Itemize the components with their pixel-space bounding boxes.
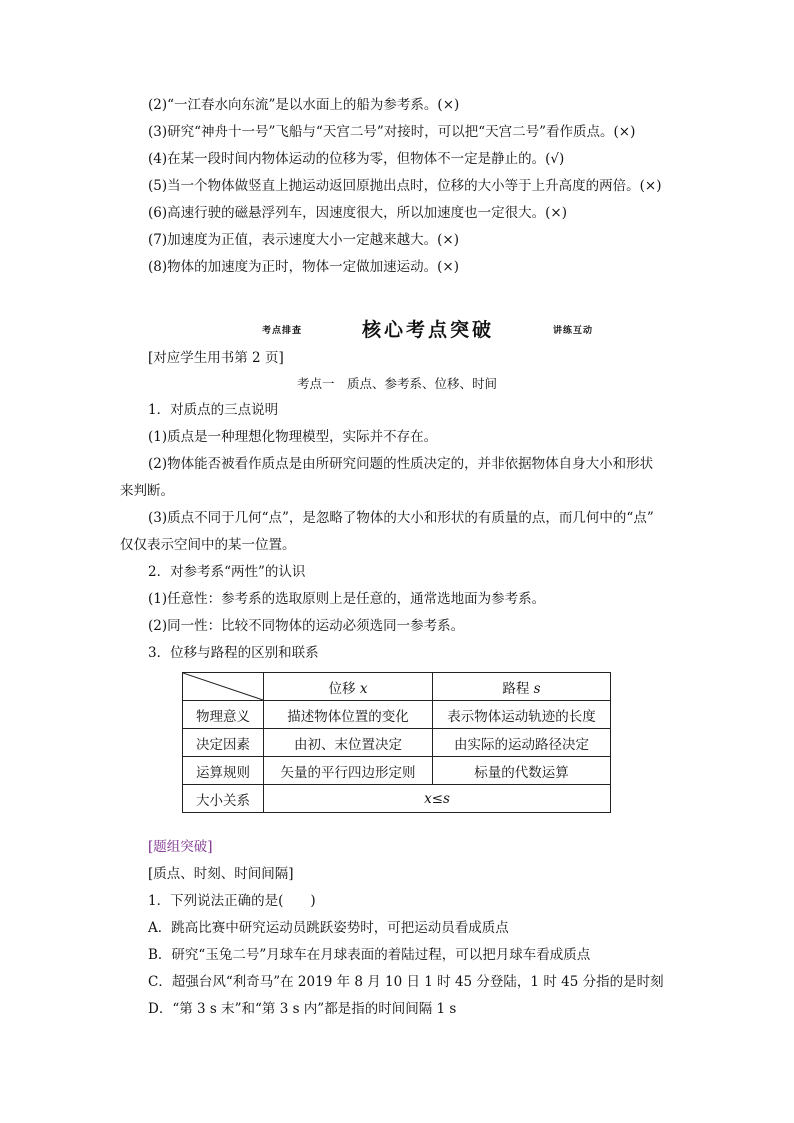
table-row — [183, 701, 611, 729]
judgment-4: (4)在某一段时间内物体运动的位移为零，但物体不一定是静止的。(√) — [148, 151, 565, 167]
table-row-label: 运算规则 — [183, 757, 264, 785]
option-c: C．超强台风“利奇马”在 2019 年 8 月 10 日 1 时 45 分登陆，1 时 45 分指的是时刻 — [148, 974, 664, 990]
section-header-left: 考点排查 — [262, 326, 303, 336]
point1-line3b: 仅仅表示空间中的某一位置。 — [120, 537, 296, 553]
table-row — [183, 729, 611, 757]
point3-heading: 3．位移与路程的区别和联系 — [148, 645, 319, 661]
comparison-table — [182, 672, 611, 813]
ref-note: [对应学生用书第 2 页] — [148, 350, 284, 366]
judgment-7: (7)加速度为正值，表示速度大小一定越来越大。(×) — [148, 232, 459, 248]
section-header — [0, 315, 794, 341]
point2-line2: (2)同一性：比较不同物体的运动必须选同一参考系。 — [148, 618, 465, 634]
point1-heading: 1．对质点的三点说明 — [148, 402, 279, 418]
judgment-5: (5)当一个物体做竖直上抛运动返回原抛出点时，位移的大小等于上升高度的两倍。(×) — [148, 178, 662, 194]
diagonal-line — [183, 673, 263, 700]
table-cell: 由实际的运动路径决定 — [433, 729, 611, 757]
point2-line1: (1)任意性：参考系的选取原则上是任意的，通常选地面为参考系。 — [148, 591, 546, 607]
table-col-distance: 路程 s — [433, 673, 611, 701]
table-row-label: 物理意义 — [183, 701, 264, 729]
tizu-heading: [题组突破] — [148, 839, 213, 855]
point1-line2b: 来判断。 — [120, 483, 174, 499]
table-cell: 由初、末位置决定 — [264, 729, 433, 757]
option-d: D．“第 3 s 末”和“第 3 s 内”都是指的时间间隔 1 s — [148, 1001, 457, 1017]
option-b: B．研究“玉兔二号”月球车在月球表面的着陆过程，可以把月球车看成质点 — [148, 947, 591, 963]
judgment-2: (2)“一江春水向东流”是以水面上的船为参考系。(×) — [148, 97, 460, 113]
table-cell: 描述物体位置的变化 — [264, 701, 433, 729]
table-cell: 标量的代数运算 — [433, 757, 611, 785]
table-row-label: 大小关系 — [183, 785, 264, 813]
section-header-right: 讲练互动 — [553, 326, 594, 336]
point2-heading: 2．对参考系“两性”的认识 — [148, 564, 306, 580]
table-row — [183, 785, 611, 813]
table-header-row — [183, 673, 611, 701]
question-stem: 1．下列说法正确的是( ) — [148, 893, 316, 909]
option-a: A．跳高比赛中研究运动员跳跃姿势时，可把运动员看成质点 — [148, 920, 509, 936]
topic-heading: [质点、时刻、时间间隔] — [148, 866, 294, 882]
point1-line2a: (2)物体能否被看作质点是由所研究问题的性质决定的，并非依据物体自身大小和形状 — [148, 456, 654, 472]
table-cell-relation: x≤s — [264, 785, 611, 813]
section-title: 核心考点突破 — [362, 319, 495, 341]
kaodian-title: 考点一 质点、参考系、位移、时间 — [296, 376, 497, 391]
table-col-displacement: 位移 x — [264, 673, 433, 701]
table-row-label: 决定因素 — [183, 729, 264, 757]
table-cell: 矢量的平行四边形定则 — [264, 757, 433, 785]
judgment-3: (3)研究“神舟十一号”飞船与“天宫二号”对接时，可以把“天宫二号”看作质点。(×) — [148, 124, 636, 140]
judgment-6: (6)高速行驶的磁悬浮列车，因速度很大，所以加速度也一定很大。(×) — [148, 205, 567, 221]
point1-line3a: (3)质点不同于几何“点”，是忽略了物体的大小和形状的有质量的点，而几何中的“点” — [148, 510, 654, 526]
point1-line1: (1)质点是一种理想化物理模型，实际并不存在。 — [148, 429, 438, 445]
table-diagonal-cell — [183, 673, 264, 701]
table-row — [183, 757, 611, 785]
judgment-8: (8)物体的加速度为正时，物体一定做加速运动。(×) — [148, 259, 459, 275]
table-cell: 表示物体运动轨迹的长度 — [433, 701, 611, 729]
